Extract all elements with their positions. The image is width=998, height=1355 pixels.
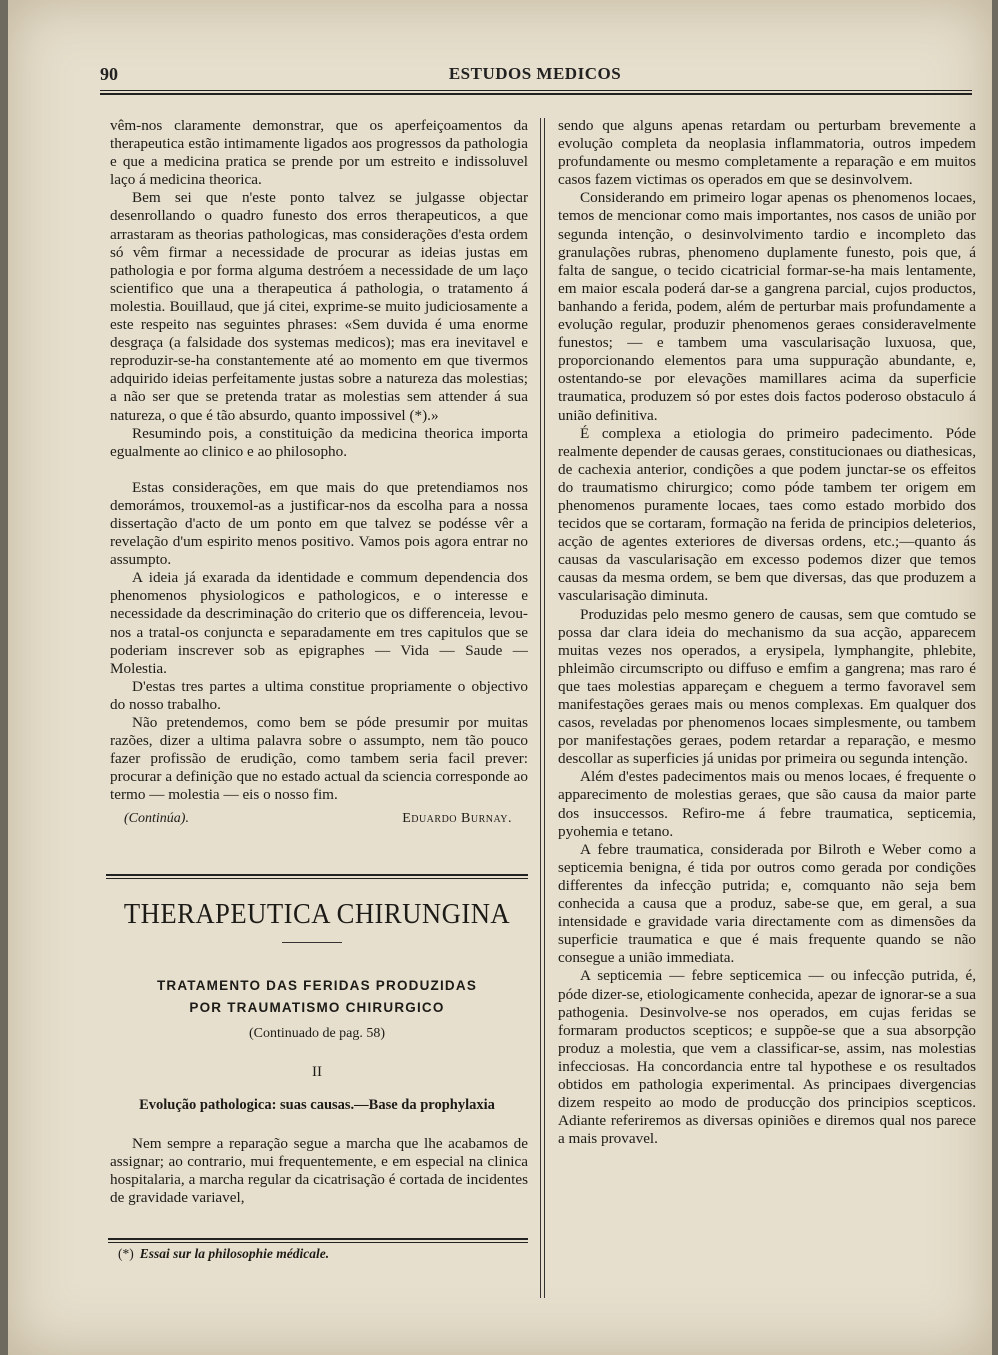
section-number: II [312, 1064, 322, 1080]
paragraph: Não pretendemos, como bem se póde presumir por muitas razões, dizer a ultima palavra sobre o assumpto, nem tão pouco fazer profissão de erudição, como tambem seria facil prever: procurar a definição que no estado actual da sciencia corresponde ao termo — molestia — eis o nosso fim. [110, 714, 528, 804]
author-name: Eduardo Burnay. [402, 811, 512, 827]
journal-title: ESTUDOS MEDICOS [448, 64, 622, 83]
paragraph: Produzidas pelo mesmo genero de causas, sem que comtudo se possa dar clara ideia do mechanismo da sua acção, apparecem muitas vezes nos operados, a erysipela, lymphangite, phlebite, phleimão circumscripto ou diffuso e emfim a gangrena; mas raro é que taes molestias appareçam e cheguem a termo favoravel sem manifestações geraes mais ou menos complexas. Em qualquer dos casos, reveladas por phenomenos locaes simplesmente, ou tambem por manifestações geraes, podem retardar a reparação, e mesmo descollar as superficies já unidas por primeira ou segunda intenção. [558, 605, 976, 768]
paragraph: sendo que alguns apenas retardam ou perturbam brevemente a evolução completa da neoplasia inflammatoria, outros impedem profundamente ou mesmo completamente a reparação e em muitos casos fazem victimas os operados em que se desinvolvem. [558, 117, 976, 189]
left-column [110, 117, 528, 829]
paragraph: É complexa a etiologia do primeiro padecimento. Póde realmente depender de causas geraes, constitucionaes ou diathesicas, de cachexia anterior, condições a que podem junctar-se os effeitos do traumatismo chirurgico; como póde tambem ter origem em phenomenos puramente locaes, taes como estado morbido dos tecidos que se cortaram, formação na ferida de principios deleterios, acção de agentes exteriores de diversas ordens, etc.;—quanto ás causas da vascularisação em excesso podemos dizer que temos causas da mesma ordem, se bem que diversas, das que produzem a vascularisação diminuta. [558, 424, 976, 605]
signature-line [110, 810, 528, 828]
continued-label: (Continúa). [124, 811, 189, 827]
paragraph: A ideia já exarada da identidade e commum dependencia dos phenomenos physiologicos e pathologicos, e o interesse e necessidade da descriminação do criterio que os differenceia, levou-nos a tratal-os conjuncta e separadamente em tres capitulos que se poderiam inscrever sob as epigraphes — Vida — Saude — Molestia. [110, 569, 528, 677]
right-column [558, 117, 976, 1148]
paragraph: Resumindo pois, a constituição da medicina theorica importa egualmente ao clinico e ao philosopho. [110, 424, 528, 460]
column-divider-inner [544, 118, 545, 1298]
paragraph: Considerando em primeiro logar apenas os phenomenos locaes, temos de mencionar como mais importantes, nos casos de união por segunda intenção, o desinvolvimento tardio e incompleto das granulações rubras, phenomeno duplamente funesto, pois que, á falta de sangue, o tecido cicatricial formar-se-ha mais lentamente, em maior escala poderá dar-se a gangrena parcial, cujos productos, banhando a ferida, podem, além de perturbar mais profundamente a evolução regular, produzir phenomenos geraes consideravelmente funestos; — e tambem uma vascularisação luxuosa, que, proporcionando elementos para uma suppuração abundante, e, ostentando-se por elevações mamillares acima da superficie traumatica, produzem só por estes dois factos poderoso obstaculo á união definitiva. [558, 189, 976, 424]
column-divider [540, 118, 541, 1298]
paragraph: Além d'estes padecimentos mais ou menos locaes, é frequente o apparecimento de molestias geraes, que são causa da maior parte dos insuccessos. Refiro-me á febre traumatica, septicemia, pyohemia e tetano. [558, 768, 976, 840]
footnote-rule [108, 1238, 528, 1240]
page-header [100, 64, 970, 88]
footnote-rule-thin [108, 1242, 528, 1243]
article-title: THERAPEUTICA CHIRUNGINA [123, 898, 511, 930]
section-heading: Evolução pathologica: suas causas.—Base da prophylaxia [139, 1097, 495, 1113]
section-rule [106, 874, 528, 879]
paragraph: Nem sempre a reparação segue a marcha que lhe acabamos de assignar; ao contrario, mui frequentemente, e em especial na clinica hospitalaria, a marcha regular da cicatrisação é cortada de incidentes de gravidade variavel, [110, 1135, 528, 1207]
header-rule [100, 90, 972, 95]
article-intro [110, 1135, 528, 1207]
paragraph: vêm-nos claramente demonstrar, que os aperfeiçoamentos da therapeutica estão intimamente ligados aos progressos da pathologia e que a medicina pratica se prende por um estreito e indissoluvel laço á medicina theorica. [110, 117, 528, 189]
paragraph: A febre traumatica, considerada por Bilroth e Weber como a septicemia benigna, é tida por outros como gerada por condições differentes da infecção putrida; e, comquanto não seja bem conhecida a causa que a produz, sabe-se que, em geral, a sua intensidade e gravidade varia directamente com as dimensões da superficie traumatica e que é mais frequente quando se não consegue a união immediata. [558, 840, 976, 967]
paragraph: Bem sei que n'este ponto talvez se julgasse objectar desenrollando o quadro funesto dos erros therapeuticos, a que arrastaram as theorias pathologicas, mas considerações d'esta ordem só vêm firmar a necessidade de procurar as ideias justas em pathologia e por forma alguma destróem a necessidade de um laço scientifico que una a therapeutica á pathologia, o tratamento á molestia. Bouillaud, que já citei, exprime-se muito judiciosamente a este respeito nas seguintes phrases: «Sem duvida é uma enorme desgraça (a falsidade dos systemas medicos); mas era inevitavel e reproduzir-se-ha constantemente até ao momento em que tivermos adquirido ideias perfeitamente justas sobre a natureza das molestias; a não ser que se pretenda tratar as molestias sem attender á sua natureza, o que é tão absurdo, quanto impossivel (*).» [110, 189, 528, 424]
paragraph: D'estas tres partes a ultima constitue propriamente o objectivo do nosso trabalho. [110, 677, 528, 713]
footnote-marker: (*) [118, 1246, 134, 1261]
ornament-rule [282, 942, 342, 943]
page-number: 90 [100, 64, 118, 84]
continued-from: (Continuado de pag. 58) [248, 1026, 386, 1041]
article-subtitle-2: POR TRAUMATISMO CHIRURGICO [189, 1000, 445, 1015]
article-subtitle-1: TRATAMENTO DAS FERIDAS PRODUZIDAS [156, 978, 478, 993]
paragraph: A septicemia — febre septicemica — ou infecção putrida, é, póde dizer-se, etiologicamente conhecida, apezar de ignorar-se a sua pathogenia. Desinvolve-se nos operados, em cujas feridas se formaram productos scepticos; e suppõe-se que a sua absorpção produz a molestia, que vem a classificar-se, assim, nas molestias infecciosas. Ha concordancia entre tal hypothese e os resultados obtidos em pathologia experimental. As principaes divergencias dizem respeito ao modo de producção dos principios scepticos. Adiante referiremos as diversas opiniões e diremos qual nos parece a mais provavel. [558, 967, 976, 1148]
footnote-text: Essai sur la philosophie médicale. [139, 1246, 330, 1261]
paragraph: Estas considerações, em que mais do que pretendiamos nos demorámos, trouxemol-as a justificar-nos da escolha para a nossa dissertação d'acto de um ponto em que talvez se podésse vêr a revelação d'um espirito menos positivo. Vamos pois agora entrar no assumpto. [110, 478, 528, 569]
footnote [118, 1246, 528, 1262]
